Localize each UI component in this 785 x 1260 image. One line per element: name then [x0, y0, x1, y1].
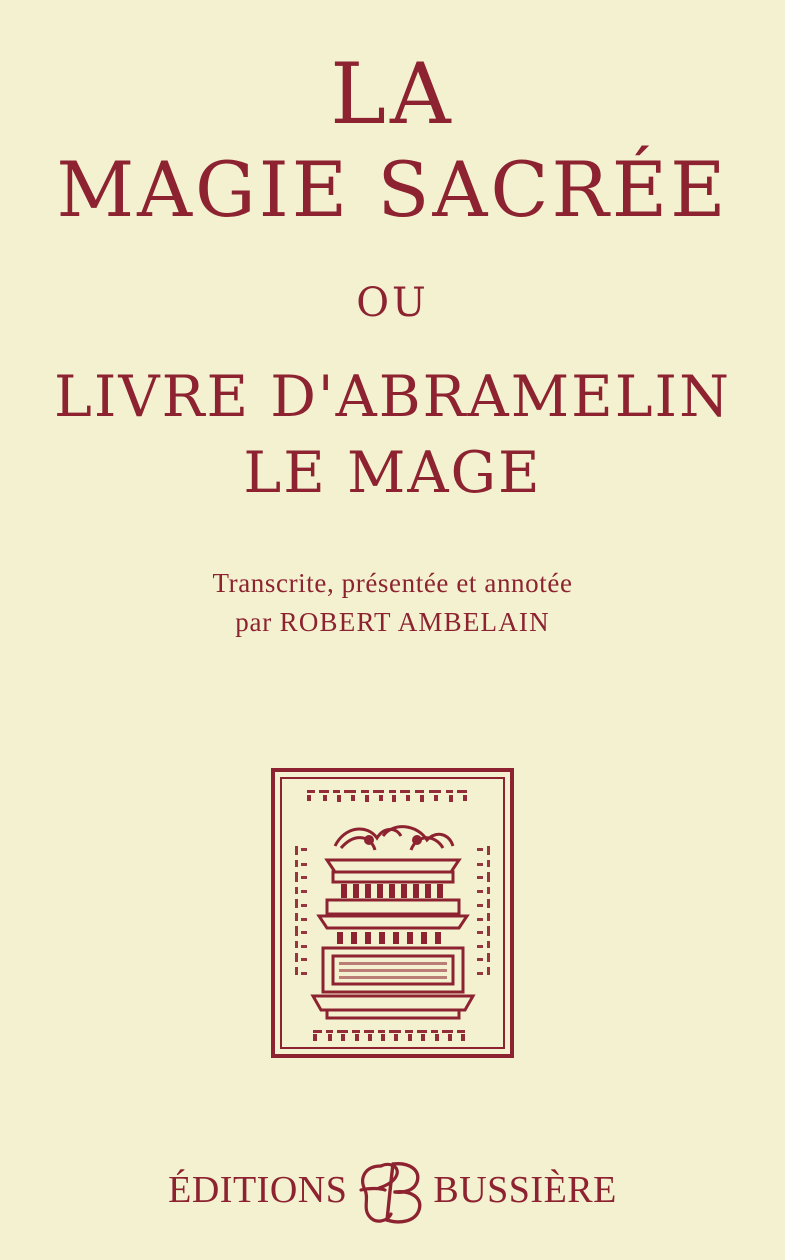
emblem-container	[271, 768, 514, 1058]
page-title-line-1: LA	[330, 45, 455, 143]
ark-of-the-covenant-icon	[271, 768, 514, 1058]
publisher-block	[168, 1154, 617, 1226]
subtitle-line-1: LIVRE D'ABRAMELIN	[54, 363, 731, 430]
publisher-name: BUSSIÈRE	[433, 1168, 617, 1211]
author-prefix: par	[235, 606, 280, 637]
credits-block	[0, 568, 785, 638]
author-name: ROBERT AMBELAIN	[279, 606, 550, 637]
credit-line: Transcrite, présentée et annotée	[212, 567, 573, 598]
title-block	[0, 45, 785, 506]
subtitle-line-2: LE MAGE	[243, 439, 542, 506]
page-title-line-2: MAGIE SACRÉE	[56, 145, 729, 234]
title-connector: OU	[356, 279, 429, 326]
publisher-monogram-icon	[351, 1156, 429, 1228]
author-line	[0, 607, 785, 638]
publisher-prefix: ÉDITIONS	[168, 1168, 348, 1211]
